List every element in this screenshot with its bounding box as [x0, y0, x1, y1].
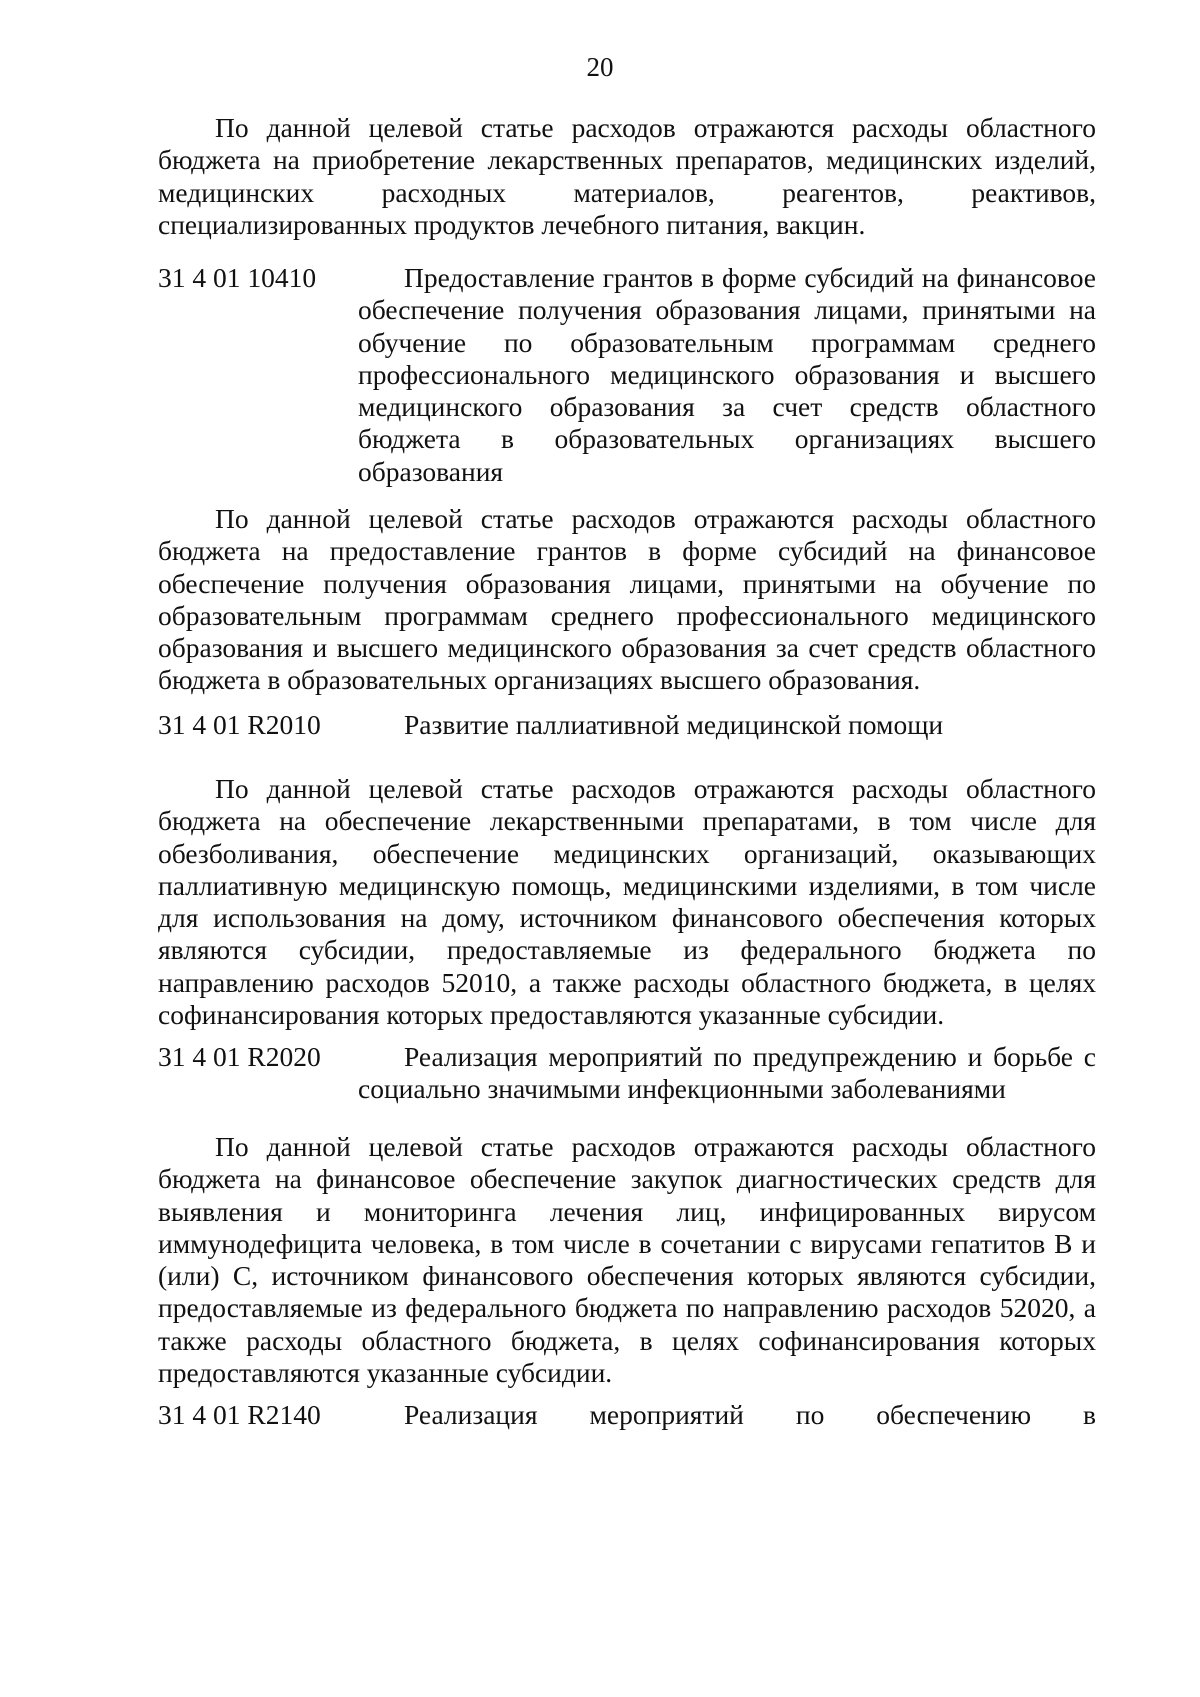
entry-code: 31 4 01 R2140 [158, 1399, 321, 1430]
paragraph-text: По данной целевой статье расходов отражаются расходы областного бюджета на предоставление грантов в форме субсидий на финансовое обеспечение получения образования лицами, принятыми на обучение по образовательным программам среднего профессионального медицинского образования и высшего медицинского образования за счет средств областного бюджета в образовательных организациях высшего образования. [158, 503, 1096, 696]
entry-title: Реализация мероприятий по предупреждению и борьбе с социально значимыми инфекционными заболеваниями [358, 1041, 1096, 1105]
paragraph-text: По данной целевой статье расходов отражаются расходы областного бюджета на обеспечение лекарственными препаратами, в том числе для обезболивания, обеспечение медицинских организаций, оказывающих паллиативную медицинскую помощь, медицинскими изделиями, в том числе для использования на дому, источником финансового обеспечения которых являются субсидии, предоставляемые из федерального бюджета по направлению расходов 52010, а также расходы областного бюджета, в целях софинансирования которых предоставляются указанные субсидии. [158, 773, 1096, 1031]
entry-code: 31 4 01 R2020 [158, 1041, 321, 1072]
entry-title: Развитие паллиативной медицинской помощи [404, 709, 944, 740]
entry-code: 31 4 01 10410 [158, 262, 317, 293]
paragraph-text: По данной целевой статье расходов отражаются расходы областного бюджета на финансовое обеспечение закупок диагностических средств для выявления и мониторинга лечения лиц, инфицированных вирусом иммунодефицита человека, в том числе в сочетании с вирусами гепатитов B и (или) C, источником финансового обеспечения которых являются субсидии, предоставляемые из федерального бюджета по направлению расходов 52020, а также расходы областного бюджета, в целях софинансирования которых предоставляются указанные субсидии. [158, 1131, 1096, 1389]
paragraph-2 [158, 503, 1096, 697]
budget-entry-r2140 [158, 1399, 1096, 1431]
paragraph-4 [158, 1131, 1096, 1389]
page-number: 20 [586, 52, 614, 82]
entry-title: Реализация мероприятий по обеспечению в [404, 1399, 1096, 1430]
paragraph-text: По данной целевой статье расходов отражаются расходы областного бюджета на приобретение лекарственных препаратов, медицинских изделий, медицинских расходных материалов, реагентов, реактивов, специализированных продуктов лечебного питания, вакцин. [158, 112, 1096, 240]
budget-entry-10410 [158, 262, 1096, 488]
budget-entry-r2020 [158, 1041, 1096, 1106]
paragraph-1 [158, 112, 1096, 241]
paragraph-3 [158, 773, 1096, 1031]
entry-title: Предоставление грантов в форме субсидий на финансовое обеспечение получения образования лицами, принятыми на обучение по образовательным программам среднего профессионального медицинского образования и высшего медицинского образования за счет средств областного бюджета в образовательных организациях высшего образования [358, 262, 1096, 487]
budget-entry-r2010 [158, 709, 1096, 741]
entry-code: 31 4 01 R2010 [158, 709, 321, 740]
